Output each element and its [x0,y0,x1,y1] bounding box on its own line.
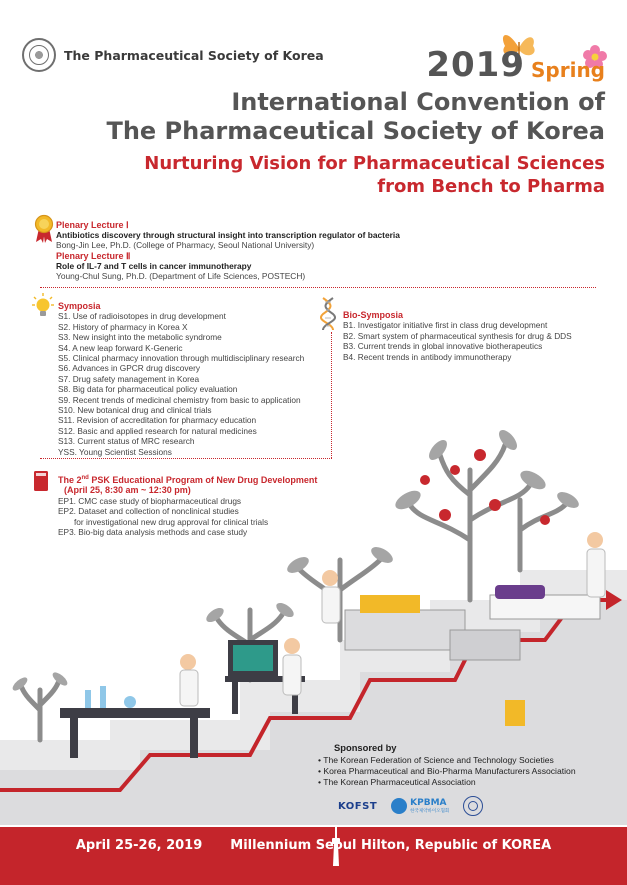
symposia-heading: Symposia [58,301,101,311]
bio-symposia-item: B2. Smart system of pharmaceutical synthesis for drug & DDS [343,330,572,341]
society-seal-logo [22,38,56,72]
education-heading: The 2nd PSK Educational Program of New Drug Development [58,475,318,485]
plenary2-speaker: Young-Chul Sung, Ph.D. (Department of Life Sciences, POSTECH) [56,271,306,282]
symposia-item: S9. Recent trends of medicinal chemistry from basic to application [58,394,301,405]
sponsor-logos [338,796,483,816]
convention-year-line [426,45,605,85]
lightbulb-icon [32,293,54,319]
symposia-item: S1. Use of radioisotopes in drug development [58,311,226,322]
convention-subtitle-line2: from Bench to Pharma [377,176,605,197]
symposia-item: S12. Basic and applied research for natural medicines [58,425,257,436]
plenary2-title: Role of IL-7 and T cells in cancer immunotherapy [56,260,252,271]
convention-subtitle-line1: Nurturing Vision for Pharmaceutical Sciences [144,153,605,174]
kofst-logo: KOFST [338,800,378,812]
symposia-item: S8. Big data for pharmaceutical policy evaluation [58,384,238,395]
education-item: for investigational new drug approval for clinical trials [74,516,269,527]
symposia-item: S4. A new leap forward K-Generic [58,342,183,353]
sponsors-title: Sponsored by [334,742,397,753]
symposia-item: S2. History of pharmacy in Korea X [58,321,188,332]
medal-icon [34,214,54,244]
convention-title-line1: International Convention of [231,88,605,116]
plenary2-heading: Plenary Lecture Ⅱ [56,250,131,261]
bio-symposia-item: B3. Current trends in global innovative biotherapeutics [343,341,543,352]
kpbma-logo: KPBMA 한국제약바이오협회 [391,798,449,814]
society-name: The Pharmaceutical Society of Korea [64,47,324,63]
education-item: EP2. Dataset and collection of nonclinical studies [58,506,239,517]
convention-season: Spring [531,58,605,82]
sponsor-item: • The Korean Pharmaceutical Association [318,777,476,787]
footer-venue: Millennium Seoul Hilton, Republic of KOREA [230,838,552,853]
footer-bar [0,827,627,885]
education-item: EP1. CMC case study of biopharmaceutical drugs [58,495,242,506]
convention-year: 2019 [426,45,525,85]
kpa-seal-logo [463,796,483,816]
plenary1-speaker: Bong-Jin Lee, Ph.D. (College of Pharmacy, Seoul National University) [56,240,315,251]
sponsor-item: • Korea Pharmaceutical and Bio-Pharma Manufacturers Association [318,766,576,776]
sponsors-section [318,742,576,788]
symposia-item: YSS. Young Scientist Sessions [58,446,172,457]
bio-symposia-section [343,310,572,362]
symposia-item: S3. New insight into the metabolic syndrome [58,332,222,343]
bio-symposia-item: B4. Recent trends in antibody immunotherapy [343,351,512,362]
society-header [22,38,324,72]
kpbma-mark-icon [391,798,407,814]
plenary-section [56,220,400,281]
footer-info [0,838,627,853]
bio-symposia-heading: Bio-Symposia [343,310,404,320]
symposia-item: S11. Revision of accreditation for pharmacy education [58,415,257,426]
bio-symposia-item: B1. Investigator initiative first in class drug development [343,320,548,331]
dna-icon [320,297,336,331]
symposia-item: S5. Clinical pharmacy innovation through multidisciplinary research [58,353,305,364]
symposia-item: S10. New botanical drug and clinical trials [58,405,212,416]
divider-plenary [40,287,596,288]
convention-title-line2: The Pharmaceutical Society of Korea [106,117,605,145]
education-time: (April 25, 8:30 am ~ 12:30 pm) [64,485,191,496]
footer-dates: April 25-26, 2019 [75,838,203,853]
symposia-item: S7. Drug safety management in Korea [58,373,200,384]
symposia-item: S6. Advances in GPCR drug discovery [58,363,201,374]
plenary1-title: Antibiotics discovery through structural insight into transcription regulator of bacteria [56,230,400,241]
symposia-item: S13. Current status of MRC research [58,436,195,447]
sponsor-item: • The Korean Federation of Science and Technology Societies [318,755,554,765]
education-item: EP3. Bio-big data analysis methods and case study [58,527,248,538]
plenary1-heading: Plenary Lecture Ⅰ [56,220,129,230]
